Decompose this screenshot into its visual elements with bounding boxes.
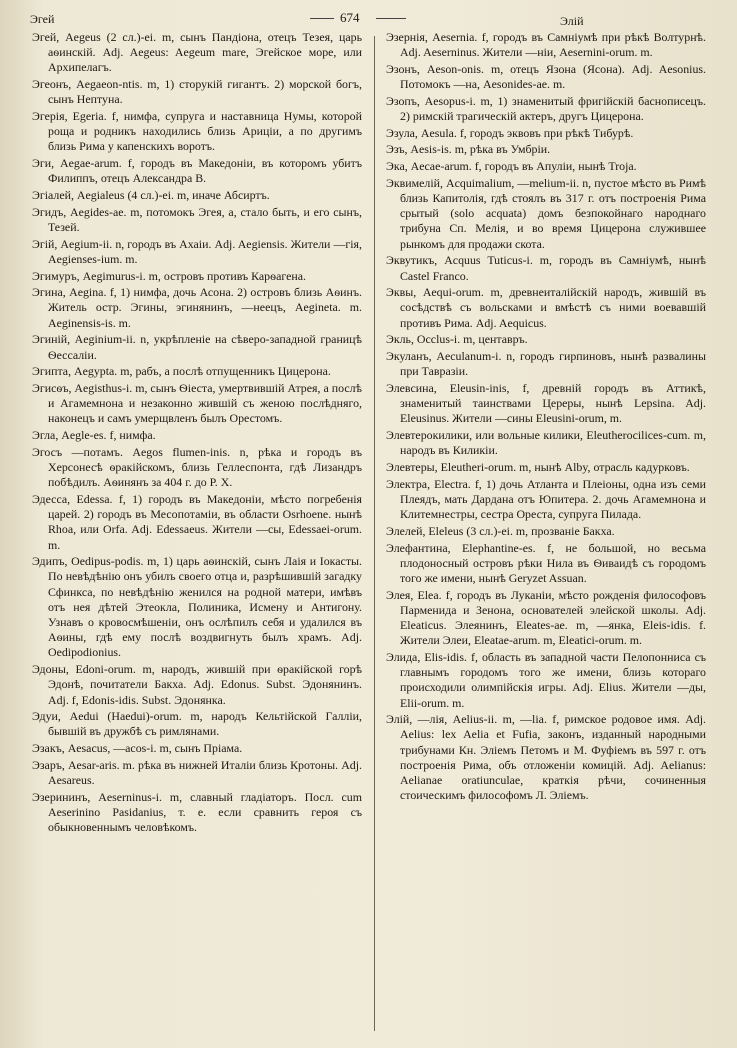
dictionary-entry: Эгина, Aegina. f, 1) нимфа, дочь Асона. 2) островъ близь Аѳинъ. Житель остр. Эгины, эгинянинъ, —неецъ, Aegineta. m. Aeginensis-is. m. [32, 285, 362, 330]
dictionary-entry: Элевтерокилики, или вольные килики, Eleutherocilices-cum. m, народъ въ Киликіи. [386, 428, 706, 458]
dictionary-entry: Экль, Occlus-i. m, центавръ. [386, 332, 528, 347]
dictionary-entry: Электра, Electra. f, 1) дочь Атланта и Плеіоны, одна изъ семи Плеядъ, мать Дардана отъ Юпитера. 2. дочь Агамемнона и Клитемнестры, сестра Ореста, супруга Пилада. [386, 476, 706, 522]
dictionary-entry: Элея, Elea. f, городъ въ Луканіи, мѣсто рожденія философовъ Парменида и Зенона, основателей элейской школы. Adj. Eleaticus. Элеянинъ, Eleates-ae. m, —янка, Eleis-idis. f. Жители Элеи, Eleatae-arum. m, Eleatici-orum. m. [386, 587, 706, 648]
dictionary-entry: Эгій, Aegium-ii. n, городъ въ Ахаіи. Adj. Aegiensis. Жители —гія, Aegienses-ium. m. [32, 236, 362, 266]
dictionary-entry: Эгипта, Aegypta. m, рабъ, а послѣ отпущенникъ Цицерона. [32, 364, 331, 379]
dictionary-entry: Эгосъ —потамъ. Aegos flumen-inis. n, рѣка и городъ въ Херсонесѣ ѳракійскомъ, близь Геллеспонта, гдѣ Лизандръ побѣдилъ. Аѳинянъ за 404 г. до Р. Х. [32, 444, 362, 490]
page-number: 674 [340, 10, 360, 25]
dictionary-entry: Эзерининъ, Aeserninus-i. m, славный гладіаторъ. Посл. cum Aeserinino Pasidanius, т. е. если сравнить героя съ обыкновеннымъ человѣкомъ. [32, 789, 362, 835]
dictionary-entry: Эдесса, Edessa. f, 1) городъ въ Македоніи, мѣсто погребенія царей. 2) городъ въ Месопотаміи, въ области Osrhoene. нынѣ Rhoa, или Orfa. Adj. Edessaeus. Жители —сы, Edessaei-orum. m. [32, 491, 362, 552]
dictionary-entry: Эгисѳъ, Aegisthus-i. m, сынъ Ѳіеста, умертвившій Атрея, а послѣ и Агамемнона и незаконно жившій съ женою послѣдняго, наконецъ и самъ умерщвленъ былъ Орестомъ. [32, 380, 362, 426]
dictionary-entry: Эгидъ, Aegides-ae. m, потомокъ Эгея, а, стало быть, и его сынъ, Тезей. [32, 204, 362, 234]
dictionary-entry: Экуланъ, Aeculanum-i. n, городъ гирпиновъ, нынѣ развалины при Тавразіи. [386, 349, 706, 379]
header-left-keyword: Эгей [30, 12, 55, 26]
dictionary-entry: Эзернія, Aesernia. f, городъ въ Самніумѣ при рѣкѣ Волтурнѣ. Adj. Aeserninus. Жители —ніи, Aeserninі-orum. m. [386, 30, 706, 60]
dictionary-entry: Эзаръ, Aesar-aris. m. рѣка въ нижней Италіи близь Кротоны. Adj. Aesareus. [32, 757, 362, 788]
dictionary-entry: Эка, Aecae-arum. f, городъ въ Апуліи, нынѣ Troja. [386, 159, 637, 174]
dictionary-entry: Элефантина, Elephantine-es. f, не большой, но весьма плодоносный островъ рѣки Нила въ Ѳиваидѣ съ городомъ того же имени, нынѣ Geryzet Assuan. [386, 540, 706, 585]
dictionary-entry: Эгерія, Egeria. f, нимфа, супруга и наставница Нумы, которой роща и родникъ находились близь Арицiи, а по другимъ близь Рима у капенскихъ воротъ. [32, 109, 362, 154]
dictionary-entry: Эдоны, Edoni-orum. m, народъ, жившій при ѳракійской горѣ Эдонѣ, почитатели Бакха. Adj. Edonus. Subst. Эдонянинъ. Adj. f, Edonis-idis. Subst. Эдонянка. [32, 662, 362, 707]
dictionary-entry: Эзопъ, Aesopus-i. m, 1) знаменитый фригійскій баснописецъ. 2) римскій трагическій актеръ, другъ Цицерона. [386, 93, 706, 124]
column-divider [374, 36, 375, 1031]
header-rule-right [376, 18, 406, 19]
dictionary-entry: Элевтеры, Eleutheri-orum. m, нынѣ Alby, отрасль кадурковъ. [386, 459, 690, 474]
dictionary-entry: Элій, —лія, Aelius-ii. m, —lia. f, римское родовое имя. Adj. Aelius: lex Aelia et Fufia, законъ, изданный народными трибунами Кн. Эліемъ Петомъ и М. Фуфіемъ въ 597 г. отъ построенія Рима, объ отложеніи комицій. Adj. Aelianus: Aelianae oratiunculae, краткія рѣчи, сочиненныя стоическимъ философомъ Л. Эліемъ. [386, 712, 706, 803]
dictionary-entry: Эгей, Aegeus (2 сл.)-ei. m, сынъ Пандіона, отецъ Тезея, царь аѳинскій. Adj. Aegeus: Aegeum mare, Эгейское море, или Архипелагъ. [32, 30, 362, 75]
dictionary-entry: Эги, Aegae-arum. f, городъ въ Македоніи, въ которомъ убитъ Филиппъ, отецъ Александра В. [32, 156, 362, 186]
dictionary-entry: Эзакъ, Aesacus, —acos-i. m, сынъ Пріама. [32, 741, 243, 756]
left-column [32, 30, 362, 837]
dictionary-entry: Эдуи, Aedui (Haedui)-orum. m, народъ Кельтійской Галліи, бывшій въ дружбѣ съ римлянами. [32, 709, 362, 739]
dictionary-entry: Эгеонъ, Aegaeon-ntis. m, 1) сторукій гигантъ. 2) морской богъ, сынъ Нептуна. [32, 77, 362, 107]
right-column [386, 30, 706, 805]
dictionary-entry: Элевсина, Eleusin-inis, f, древній городъ въ Аттикѣ, знаменитый таинствами Цереры, нынѣ Lepsina. Adj. Eleusinus. Жители —сины Eleusini-orum, m. [386, 380, 706, 426]
dictionary-entry: Эзонъ, Aeson-onis. m, отецъ Язона (Ясона). Adj. Aesonius. Потомокъ —на, Aesonides-ae. m. [386, 61, 706, 92]
dictionary-entry: Эгиній, Aeginium-ii. n, укрѣпленіе на сѣверо-западной границѣ Ѳессаліи. [32, 332, 362, 362]
dictionary-entry: Эзула, Aesula. f, городъ эквовъ при рѣкѣ Тибурѣ. [386, 125, 634, 140]
dictionary-entry: Элелей, Eleleus (3 сл.)-ei. m, прозваніе Бакха. [386, 523, 615, 538]
dictionary-entry: Эгла, Aegle-es. f, нимфа. [32, 428, 156, 443]
dictionary-entry: Элида, Elis-idis. f, область въ западной части Пелопонниса съ главнымъ городомъ того же имени, близь котораго происходили олимпійскія игры. Adj. Elius. Жители —ды, Elii-orum. m. [386, 649, 706, 710]
header-right-keyword: Элій [560, 14, 584, 28]
dictionary-entry: Эдипъ, Oedipus-podis. m, 1) царь аѳинскій, сынъ Лаія и Іокасты. По невѣдѣнію онъ убилъ своего отца и, разрѣшившій загадку Сфинкса, по невѣдѣнію женился на родной матери, имѣвъ отъ нея дѣтей Этеокла, Полиника, Исмену и Антигону. Узнавъ о кровосмѣшеніи, онъ ослѣпилъ себя и удалился въ Аѳины, гдѣ ему послѣ воздвигнуть былъ храмъ. Adj. Oedipodionius. [32, 554, 362, 660]
dictionary-entry: Эквимелій, Acquimalium, —melium-ii. n, пустое мѣсто въ Римѣ близь Капитолія, гдѣ стоялъ въ 317 г. отъ построенія Рима срытый (solo acquata) домъ безпокойнаго народнаго трибуна Сп. Мелія, и во время Цицерона служившее рынкомъ для продажи скота. [386, 175, 706, 251]
dictionary-entry: Эквутикъ, Acquus Tuticus-i. m, городъ въ Самніумѣ, нынѣ Castel Franco. [386, 253, 706, 283]
dictionary-entry: Эгимуръ, Aegimurus-i. m, островъ противъ Карѳагена. [32, 268, 306, 283]
page-header [0, 8, 737, 30]
dictionary-entry: Эзъ, Aesis-is. m, рѣка въ Умбріи. [386, 142, 551, 157]
dictionary-entry: Эквы, Aequi-orum. m, древнеиталійскій народъ, жившій въ сосѣдствѣ съ вольсками и вмѣстѣ съ ними воевавшій противъ Рима. Adj. Aequicus. [386, 285, 706, 330]
dictionary-entry: Эгіалей, Aegialeus (4 сл.)-ei. m, иначе Абсиртъ. [32, 188, 270, 203]
header-rule-left [310, 18, 334, 19]
